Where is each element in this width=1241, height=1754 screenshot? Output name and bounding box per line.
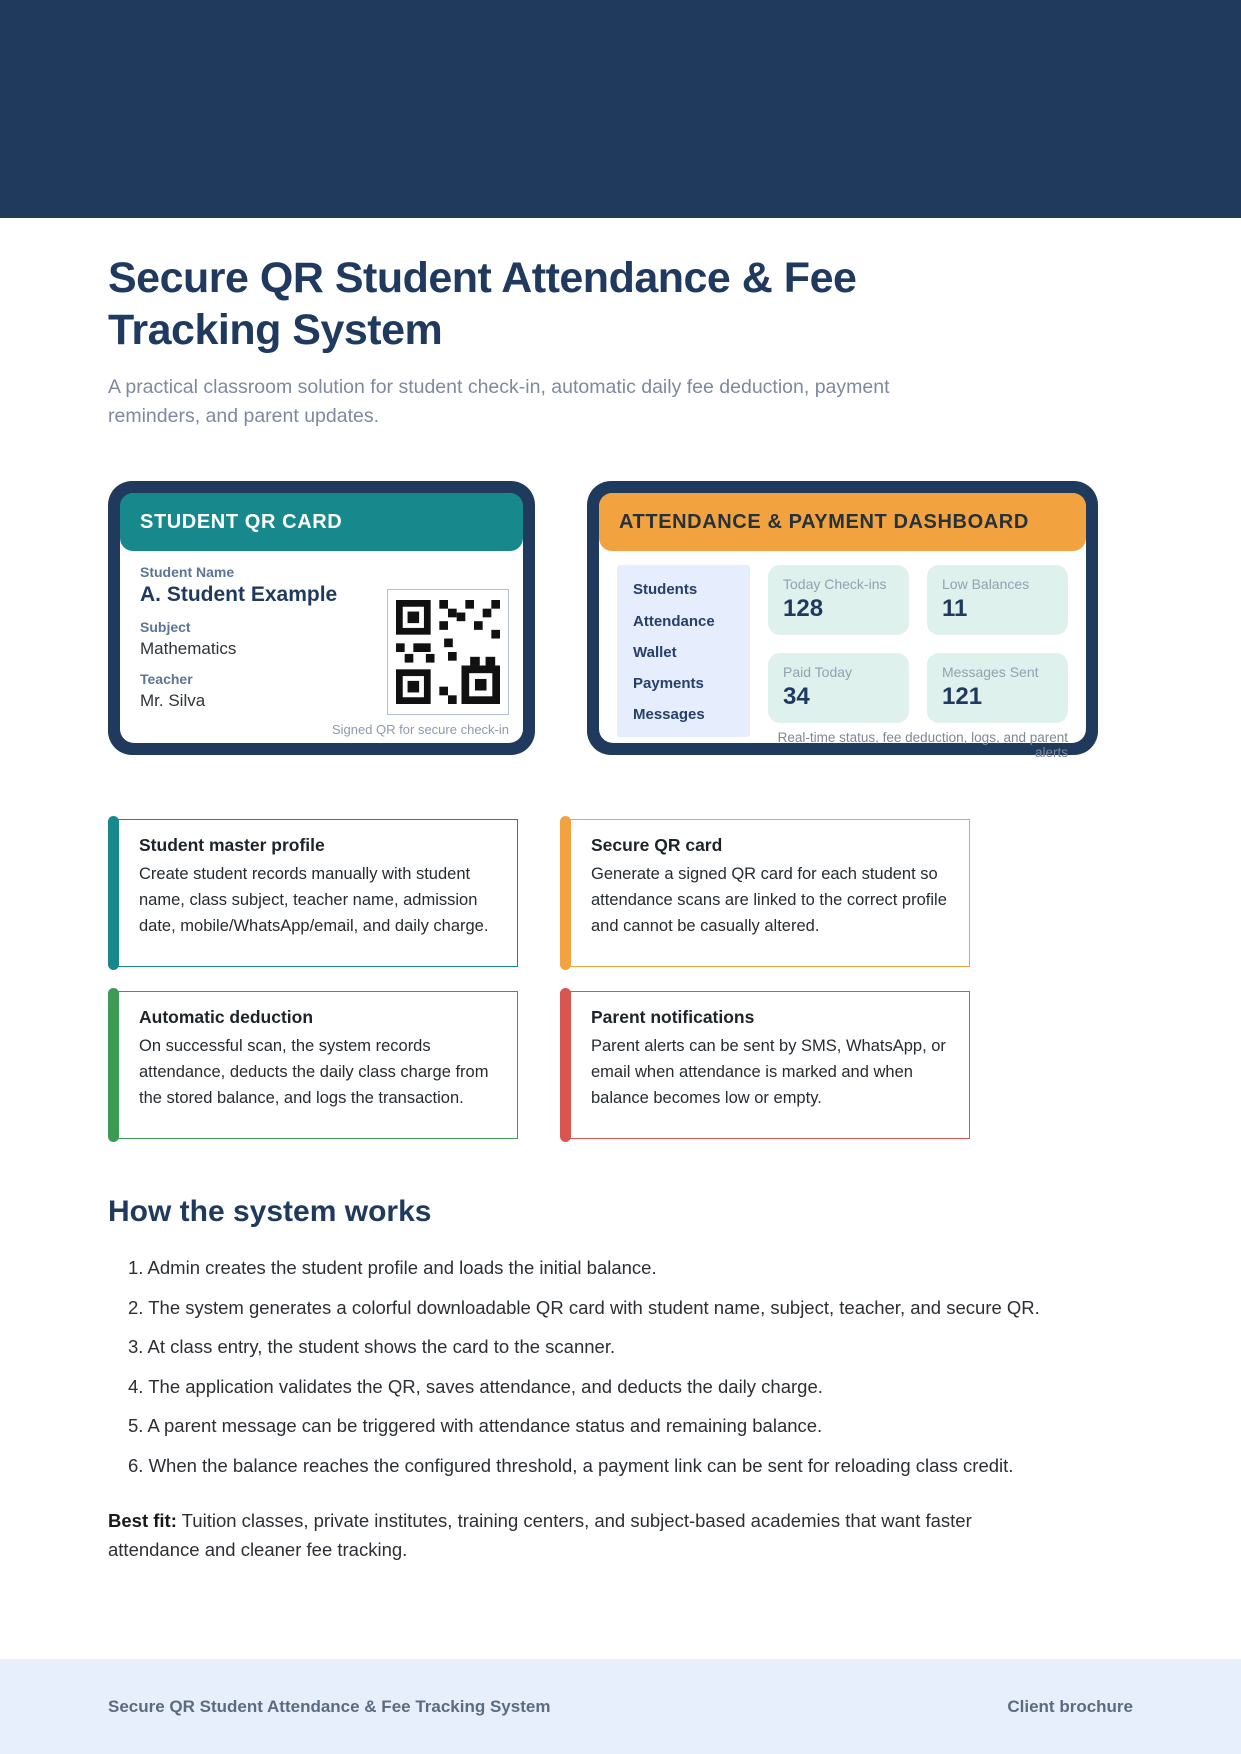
- stat-tile-paid-today: [768, 653, 909, 723]
- list-item: 2. The system generates a colorful downloadable QR card with student name, subject, teacher, and secure QR.: [128, 1296, 1040, 1318]
- feature-box: [566, 991, 970, 1139]
- feature-body: Generate a signed QR card for each student so attendance scans are linked to the correct profile and cannot be casually altered.: [591, 865, 947, 935]
- dashboard-card: [587, 481, 1098, 761]
- qr-caption: Signed QR for secure check-in: [331, 722, 509, 738]
- list-item: 5. A parent message can be triggered with attendance status and remaining balance.: [128, 1415, 823, 1437]
- header-band: [0, 0, 1241, 218]
- page-subtitle: A practical classroom solution for student check-in, automatic daily fee deduction, payment reminders, and parent updates.: [108, 375, 890, 428]
- list-item: 4. The application validates the QR, saves attendance, and deducts the daily charge.: [128, 1375, 823, 1397]
- stat-value: 11: [942, 595, 968, 623]
- stat-tile-checkins: [768, 565, 909, 635]
- feature-body: On successful scan, the system records attendance, deducts the daily class charge from the stored balance, and logs the transaction.: [139, 1037, 489, 1107]
- list-item: 6. When the balance reaches the configured threshold, a payment link can be sent for reloading class credit.: [128, 1454, 1014, 1476]
- stat-tile-low-balances: [927, 565, 1068, 635]
- field-label: Subject: [140, 619, 191, 636]
- feature-accent-bar: [108, 816, 119, 970]
- feature-automatic-deduction: [108, 991, 518, 1139]
- field-value: Mathematics: [140, 639, 237, 659]
- menu-item-wallet: Wallet: [633, 643, 677, 661]
- main-content: [0, 252, 1241, 1565]
- dashboard-stats: [768, 565, 1068, 760]
- feature-body: Create student records manually with student name, class subject, teacher name, admission date, mobile/WhatsApp/email, and daily charge.: [139, 865, 489, 935]
- feature-secure-qr-card: [560, 819, 970, 967]
- menu-item-students: Students: [633, 581, 698, 599]
- field-value: Mr. Silva: [140, 691, 206, 711]
- dashboard-caption: Real-time status, fee deduction, logs, and parent alerts: [777, 730, 1068, 761]
- feature-parent-notifications: [560, 991, 970, 1139]
- list-item: 1. Admin creates the student profile and loads the initial balance.: [128, 1257, 657, 1279]
- feature-body: Parent alerts can be sent by SMS, WhatsApp, or email when attendance is marked and when balance becomes low or empty.: [591, 1037, 946, 1107]
- feature-box: [566, 819, 970, 967]
- list-item: 3. At class entry, the student shows the card to the scanner.: [128, 1336, 616, 1358]
- footer-document-title: Secure QR Student Attendance & Fee Tracking System: [108, 1696, 551, 1716]
- footer-doc-type: Client brochure: [1007, 1696, 1133, 1716]
- stat-value: 128: [783, 595, 824, 623]
- student-qr-card: [108, 481, 535, 755]
- feature-accent-bar: [108, 988, 119, 1142]
- how-it-works-list: [128, 1253, 1088, 1481]
- stat-value: 121: [942, 683, 983, 711]
- field-label: Teacher: [140, 671, 193, 688]
- stat-value: 34: [783, 683, 810, 711]
- student-qr-card-header: STUDENT QR CARD: [120, 493, 523, 551]
- best-fit-paragraph: [108, 1506, 1068, 1565]
- footer-band: [0, 1659, 1241, 1754]
- field-value: A. Student Example: [140, 583, 338, 607]
- stat-label: Today Check-ins: [783, 576, 887, 593]
- feature-grid: [108, 819, 970, 1139]
- how-it-works-heading: How the system works: [108, 1195, 432, 1229]
- feature-title: Student master profile: [139, 835, 325, 856]
- feature-title: Secure QR card: [591, 835, 723, 856]
- best-fit-label: Best fit:: [108, 1509, 177, 1531]
- feature-title: Automatic deduction: [139, 1007, 314, 1028]
- dashboard-card-inner: [599, 493, 1086, 761]
- qr-code-graphic: [396, 600, 500, 704]
- stat-tile-messages-sent: [927, 653, 1068, 723]
- stat-label: Messages Sent: [942, 664, 1039, 681]
- feature-box: [114, 991, 518, 1139]
- menu-item-messages: Messages: [633, 706, 705, 724]
- field-label: Student Name: [140, 564, 235, 581]
- feature-accent-bar: [560, 816, 571, 970]
- dashboard-menu: [617, 565, 750, 737]
- feature-title: Parent notifications: [591, 1007, 755, 1028]
- illustration-cards-row: [108, 481, 1133, 761]
- menu-item-payments: Payments: [633, 675, 704, 693]
- student-qr-card-inner: [120, 493, 523, 743]
- stats-grid: [768, 565, 1068, 723]
- page-title: Secure QR Student Attendance & Fee Tracking System: [108, 254, 857, 355]
- feature-student-master-profile: [108, 819, 518, 967]
- feature-box: [114, 819, 518, 967]
- feature-accent-bar: [560, 988, 571, 1142]
- menu-item-attendance: Attendance: [633, 612, 715, 630]
- dashboard-body: [599, 551, 1086, 760]
- dashboard-header: ATTENDANCE & PAYMENT DASHBOARD: [599, 493, 1086, 551]
- stat-label: Low Balances: [942, 576, 1030, 593]
- qr-code-frame: [387, 589, 509, 715]
- best-fit-text: Tuition classes, private institutes, training centers, and subject-based academies that want faster attendance and cleaner fee tracking.: [108, 1509, 972, 1561]
- stat-label: Paid Today: [783, 664, 853, 681]
